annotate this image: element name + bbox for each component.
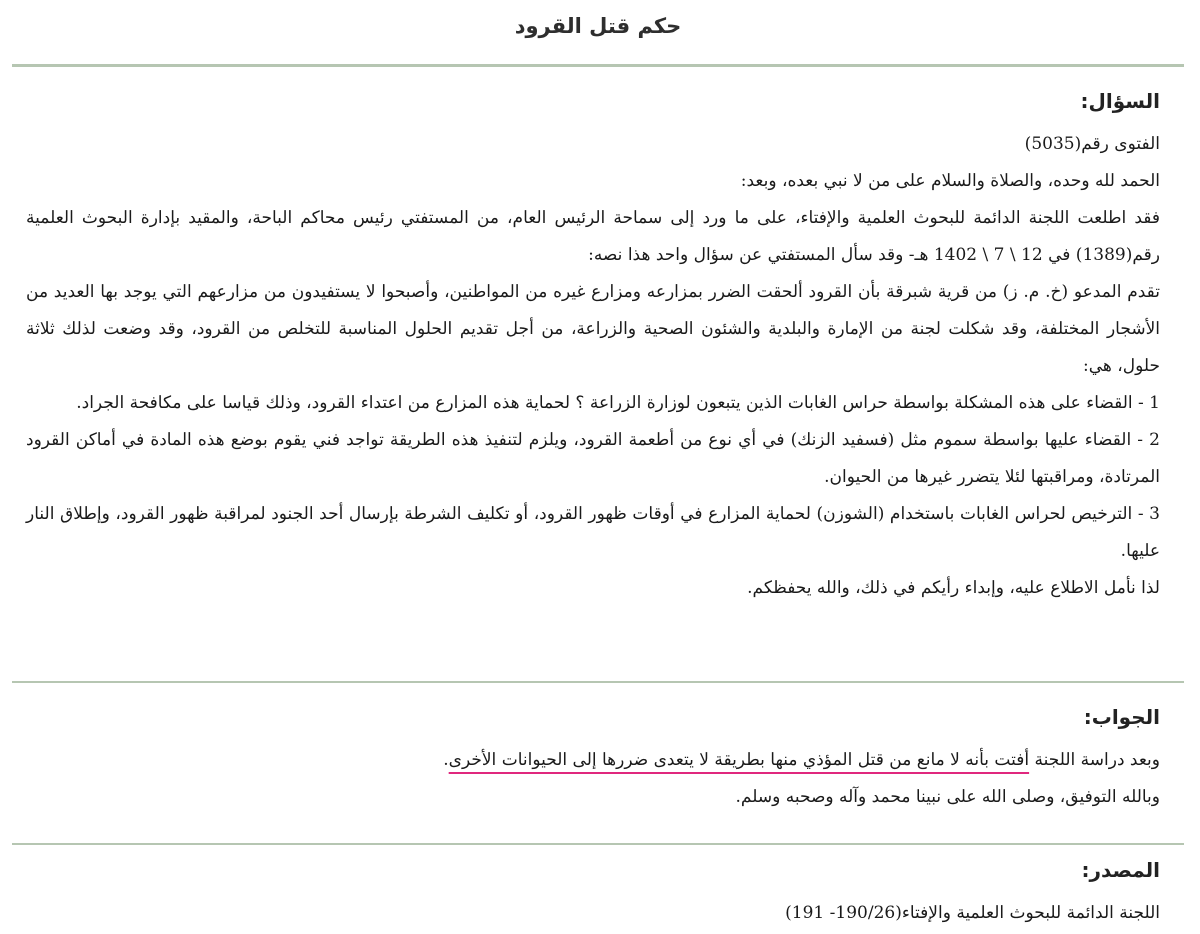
question-answer-divider	[12, 681, 1184, 683]
question-heading: السؤال:	[1080, 89, 1160, 113]
answer-end-mark: .	[443, 750, 449, 770]
question-intro: فقد اطلعت اللجنة الدائمة للبحوث العلمية والإفتاء، على ما ورد إلى سماحة الرئيس العام، من المستفتي رئيس محاكم الباحة، والمقيد بإدارة البحوث العلمية رقم(1389) في 12 \ 7 \ 1402 هـ- وقد سأل المستفتي عن سؤال واحد هذا نصه:	[26, 208, 1160, 265]
answer-heading: الجواب:	[1083, 705, 1160, 729]
solution-2: 2 - القضاء عليها بواسطة سموم مثل (فسفيد الزنك) في أي نوع من أطعمة القرود، ويلزم لتنفيذ هذه الطريقة تواجد فني يقوم بوضع هذه المادة في أماكن القرود المرتادة، ومراقبتها لئلا يتضرر غيرها من الحيوان.	[26, 430, 1160, 487]
question-closing: لذا نأمل الاطلاع عليه، وإبداء رأيكم في ذلك، والله يحفظكم.	[747, 578, 1160, 598]
answer-intro: وبعد دراسة اللجنة	[1029, 750, 1160, 770]
answer-highlighted-ruling: أفتت بأنه لا مانع من قتل المؤذي منها بطريقة لا يتعدى ضررها إلى الحيوانات الأخرى	[448, 750, 1030, 770]
solution-3: 3 - الترخيص لحراس الغابات باستخدام (الشوزن) لحماية المزارع في أوقات ظهور القرود، أو تكليف الشرطة بإرسال أحد الجنود لمراقبة ظهور القرود، وإطلاق النار عليها.	[26, 504, 1160, 561]
answer-source-divider	[12, 843, 1184, 845]
source-text: اللجنة الدائمة للبحوث العلمية والإفتاء(190/26- 191)	[785, 903, 1160, 923]
answer-text	[26, 742, 1160, 779]
question-section	[26, 86, 1160, 607]
solution-1: 1 - القضاء على هذه المشكلة بواسطة حراس الغابات الذين يتبعون لوزارة الزراعة ؟ لحماية هذه المزارع من اعتداء القرود، وذلك قياسا على مكافحة الجراد.	[76, 393, 1160, 413]
page-title: حكم قتل القرود	[514, 14, 682, 38]
answer-section	[26, 702, 1160, 816]
opening-praise: الحمد لله وحده، والصلاة والسلام على من لا نبي بعده، وبعد:	[740, 171, 1160, 191]
question-body: تقدم المدعو (خ. م. ز) من قرية شبرقة بأن القرود ألحقت الضرر بمزارعه ومزارع غيره من المواطنين، وأصبحوا لا يستفيدون من مزارعهم التي يوجد بها العديد من الأشجار المختلفة، وقد شكلت لجنة من الإمارة والبلدية والشئون الصحية والزراعة، من أجل تقديم الحلول المناسبة للتخلص من القرود، وقد وضعت لذلك ثلاثة حلول، هي:	[26, 282, 1160, 376]
source-section	[26, 855, 1160, 932]
fatwa-number: الفتوى رقم(5035)	[1024, 134, 1160, 154]
answer-closing: وبالله التوفيق، وصلى الله على نبينا محمد وآله وصحبه وسلم.	[735, 787, 1160, 807]
source-heading: المصدر:	[1081, 858, 1160, 882]
title-divider	[12, 64, 1184, 67]
